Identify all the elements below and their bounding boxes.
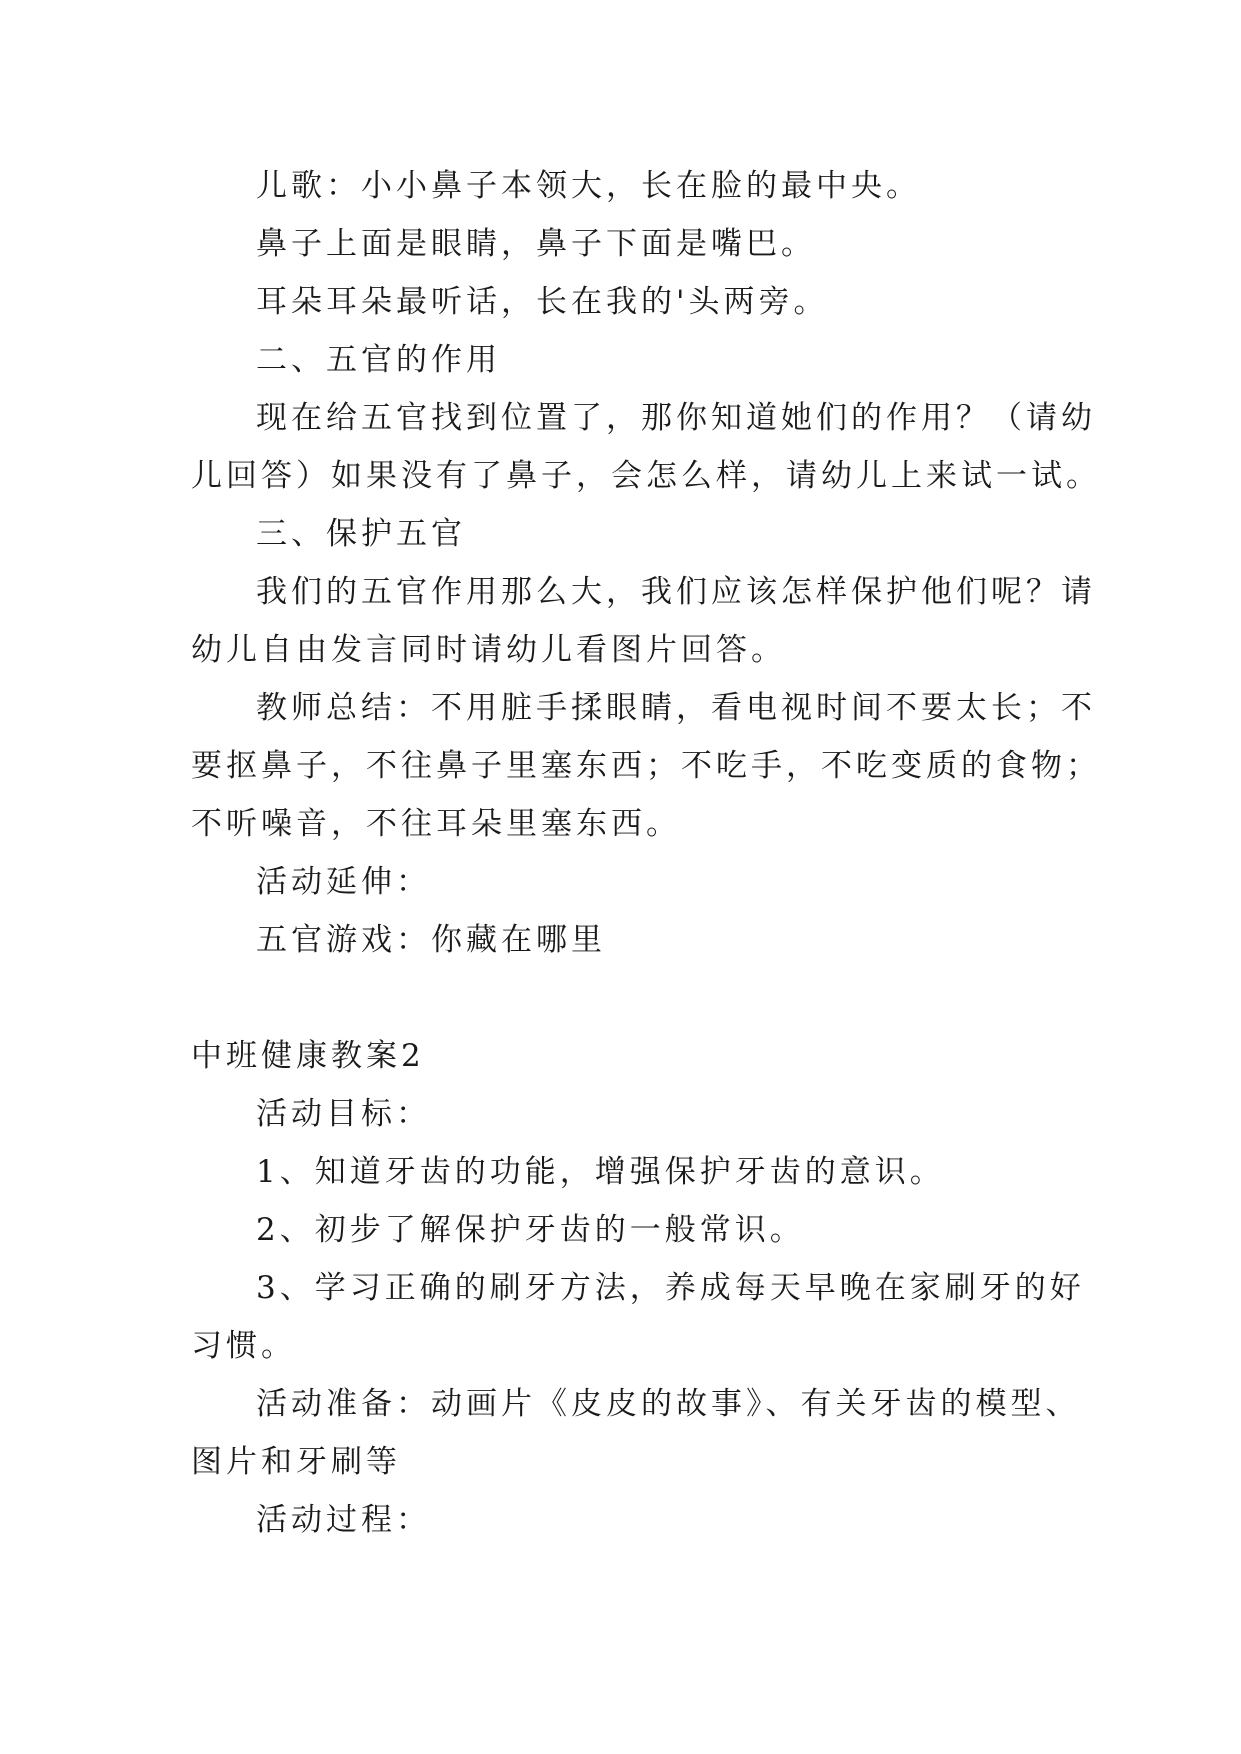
lesson-plan-title: 中班健康教案2 bbox=[191, 1038, 425, 1074]
paragraph-line: 图片和牙刷等 bbox=[191, 1444, 401, 1480]
nursery-rhyme-line-3: 耳朵耳朵最听话，长在我的'头两旁。 bbox=[256, 284, 829, 320]
paragraph-line: 不听噪音，不往耳朵里塞东西。 bbox=[191, 806, 681, 842]
paragraph-line: 现在给五官找到位置了，那你知道她们的作用？（请幼 bbox=[256, 400, 1096, 436]
paragraph-line: 要抠鼻子，不往鼻子里塞东西；不吃手，不吃变质的食物； bbox=[191, 748, 1101, 784]
section-heading-protect: 三、保护五官 bbox=[256, 516, 466, 552]
paragraph-line: 幼儿自由发言同时请幼儿看图片回答。 bbox=[191, 632, 786, 668]
paragraph-line: 儿回答）如果没有了鼻子，会怎么样，请幼儿上来试一试。 bbox=[191, 458, 1101, 494]
paragraph-line: 教师总结：不用脏手揉眼睛，看电视时间不要太长；不 bbox=[256, 690, 1096, 726]
paragraph-line: 五官游戏：你藏在哪里 bbox=[256, 922, 606, 958]
paragraph-line: 习惯。 bbox=[191, 1328, 296, 1364]
activity-preparation: 活动准备：动画片《皮皮的故事》、有关牙齿的模型、 bbox=[256, 1386, 1081, 1422]
goal-item: 2、初步了解保护牙齿的一般常识。 bbox=[256, 1212, 805, 1248]
paragraph-line: 我们的五官作用那么大，我们应该怎样保护他们呢？请 bbox=[256, 574, 1096, 610]
goal-item: 1、知道牙齿的功能，增强保护牙齿的意识。 bbox=[256, 1154, 945, 1190]
nursery-rhyme-line-1: 儿歌：小小鼻子本领大，长在脸的最中央。 bbox=[256, 168, 921, 204]
goal-item: 3、学习正确的刷牙方法，养成每天早晚在家刷牙的好 bbox=[256, 1270, 1085, 1306]
nursery-rhyme-line-2: 鼻子上面是眼睛，鼻子下面是嘴巴。 bbox=[256, 226, 816, 262]
section-heading-function: 二、五官的作用 bbox=[256, 342, 501, 378]
activity-process-label: 活动过程： bbox=[256, 1502, 431, 1538]
activity-extension-label: 活动延伸： bbox=[256, 864, 431, 900]
activity-goals-label: 活动目标： bbox=[256, 1096, 431, 1132]
